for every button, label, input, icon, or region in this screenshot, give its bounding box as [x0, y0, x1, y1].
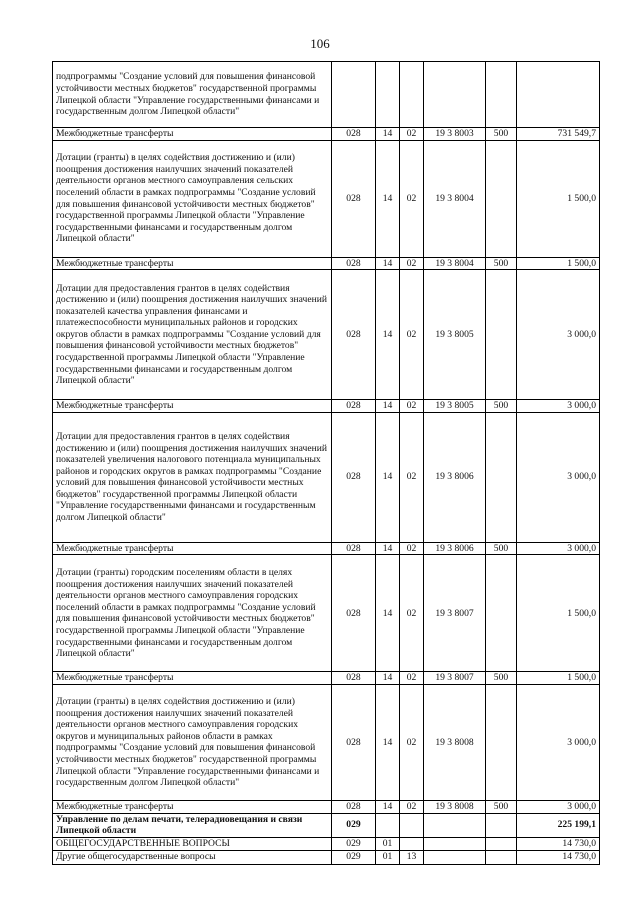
- cell-gr: 028: [332, 128, 376, 141]
- cell-gr: 028: [332, 542, 376, 555]
- cell-rz: 14: [376, 128, 400, 141]
- table-row: [53, 555, 600, 672]
- cell-pr: 02: [400, 684, 424, 800]
- cell-pr: 02: [400, 555, 424, 672]
- cell-gr: 028: [332, 140, 376, 257]
- cell-sum: 14 730,0: [517, 837, 600, 850]
- table-row: [53, 684, 600, 800]
- cell-pr: 02: [400, 257, 424, 270]
- cell-vr: 500: [486, 542, 517, 555]
- page-number: 106: [310, 36, 330, 51]
- cell-sum: 3 000,0: [517, 542, 600, 555]
- cell-name: Другие общегосударственные вопросы: [53, 850, 332, 864]
- cell-rz: 14: [376, 542, 400, 555]
- cell-gr: 029: [332, 813, 376, 837]
- cell-rz: 14: [376, 400, 400, 413]
- cell-gr: 028: [332, 672, 376, 685]
- cell-vr: [486, 684, 517, 800]
- cell-sum: [517, 62, 600, 128]
- cell-cs: 19 3 8008: [424, 800, 486, 813]
- cell-name: Дотации для предоставления грантов в целях содействия достижению и (или) поощрения достижения наилучших значений показателей качества управления финансами и платежеспособности муниципальных районов и городских округов области в рамках подпрограммы "Создание условий для повышения финансовой устойчивости местных бюджетов" государственной программы Липецкой области "Управление государственными финансами и государственным долгом Липецкой области": [53, 270, 332, 400]
- table-row: [53, 850, 600, 864]
- cell-pr: 02: [400, 412, 424, 542]
- cell-name: Межбюджетные трансферты: [53, 672, 332, 685]
- cell-cs: [424, 62, 486, 128]
- cell-vr: 500: [486, 400, 517, 413]
- cell-sum: 1 500,0: [517, 257, 600, 270]
- cell-sum: 1 500,0: [517, 555, 600, 672]
- cell-rz: 01: [376, 850, 400, 864]
- table-row: [53, 542, 600, 555]
- cell-sum: 3 000,0: [517, 270, 600, 400]
- cell-vr: [486, 412, 517, 542]
- cell-vr: [486, 813, 517, 837]
- table-row: [53, 140, 600, 257]
- cell-gr: 028: [332, 684, 376, 800]
- cell-rz: [376, 813, 400, 837]
- cell-sum: 225 199,1: [517, 813, 600, 837]
- cell-name: подпрограммы "Создание условий для повышения финансовой устойчивости местных бюджетов" государственной программы Липецкой области "Управление государственными финансами и государственным долгом Липецкой области": [53, 62, 332, 128]
- cell-pr: 02: [400, 542, 424, 555]
- cell-gr: 028: [332, 412, 376, 542]
- table-row: [53, 813, 600, 837]
- cell-name: Дотации для предоставления грантов в целях содействия достижению и (или) поощрения достижения наилучших значений показателей увеличения налогового потенциала муниципальных районов и городских округов в рамках подпрограммы "Создание условий для повышения финансовой устойчивости местных бюджетов" государственной программы Липецкой области "Управление государственными финансами и государственным долгом Липецкой области": [53, 412, 332, 542]
- cell-sum: 3 000,0: [517, 684, 600, 800]
- cell-rz: 14: [376, 257, 400, 270]
- cell-pr: 02: [400, 400, 424, 413]
- cell-pr: 13: [400, 850, 424, 864]
- cell-sum: 1 500,0: [517, 140, 600, 257]
- table-row: [53, 62, 600, 128]
- cell-gr: 028: [332, 257, 376, 270]
- cell-vr: 500: [486, 672, 517, 685]
- cell-name: Межбюджетные трансферты: [53, 800, 332, 813]
- cell-cs: 19 3 8007: [424, 555, 486, 672]
- cell-gr: 028: [332, 270, 376, 400]
- cell-vr: [486, 555, 517, 672]
- cell-vr: 500: [486, 800, 517, 813]
- cell-cs: 19 3 8007: [424, 672, 486, 685]
- cell-sum: 3 000,0: [517, 400, 600, 413]
- cell-cs: 19 3 8005: [424, 270, 486, 400]
- table-row: [53, 257, 600, 270]
- cell-sum: 1 500,0: [517, 672, 600, 685]
- cell-name: Дотации (гранты) городским поселениям области в целях поощрения достижения наилучших значений показателей деятельности органов местного самоуправления городских поселений области в рамках подпрограммы "Создание условий для повышения финансовой устойчивости местных бюджетов" государственной программы Липецкой области "Управление государственными финансами и государственным долгом Липецкой области": [53, 555, 332, 672]
- cell-cs: 19 3 8006: [424, 412, 486, 542]
- cell-cs: [424, 850, 486, 864]
- cell-pr: [400, 837, 424, 850]
- cell-name: Межбюджетные трансферты: [53, 400, 332, 413]
- table-row: [53, 672, 600, 685]
- cell-name: Дотации (гранты) в целях содействия достижению и (или) поощрения достижения наилучших значений показателей деятельности органов местного самоуправления сельских поселений области в рамках подпрограммы "Создание условий для повышения финансовой устойчивости местных бюджетов" государственной программы Липецкой области "Управление государственными финансами и государственным долгом Липецкой области": [53, 140, 332, 257]
- cell-vr: 500: [486, 257, 517, 270]
- cell-vr: [486, 140, 517, 257]
- cell-vr: [486, 270, 517, 400]
- cell-sum: 3 000,0: [517, 412, 600, 542]
- table-row: [53, 128, 600, 141]
- cell-rz: 01: [376, 837, 400, 850]
- table-row: [53, 270, 600, 400]
- cell-name: Дотации (гранты) в целях содействия достижению и (или) поощрения достижения наилучших значений показателей деятельности органов местного самоуправления городских округов и муниципальных районов области в рамках подпрограммы "Создание условий для повышения финансовой устойчивости местных бюджетов" государственной программы Липецкой области "Управление государственными финансами и государственным долгом Липецкой области": [53, 684, 332, 800]
- cell-pr: 02: [400, 270, 424, 400]
- cell-gr: 029: [332, 837, 376, 850]
- cell-cs: 19 3 8004: [424, 257, 486, 270]
- cell-pr: 02: [400, 140, 424, 257]
- cell-gr: 028: [332, 555, 376, 672]
- cell-sum: 731 549,7: [517, 128, 600, 141]
- cell-cs: 19 3 8008: [424, 684, 486, 800]
- cell-rz: 14: [376, 672, 400, 685]
- cell-vr: [486, 837, 517, 850]
- cell-gr: [332, 62, 376, 128]
- cell-rz: 14: [376, 140, 400, 257]
- cell-cs: 19 3 8003: [424, 128, 486, 141]
- cell-pr: 02: [400, 128, 424, 141]
- cell-vr: 500: [486, 128, 517, 141]
- table-row: [53, 400, 600, 413]
- cell-name: Межбюджетные трансферты: [53, 128, 332, 141]
- cell-cs: 19 3 8005: [424, 400, 486, 413]
- cell-vr: [486, 850, 517, 864]
- cell-cs: 19 3 8004: [424, 140, 486, 257]
- cell-pr: [400, 62, 424, 128]
- cell-name: Управление по делам печати, телерадиовещания и связи Липецкой области: [53, 813, 332, 837]
- cell-pr: 02: [400, 672, 424, 685]
- table-row: [53, 837, 600, 850]
- cell-name: Межбюджетные трансферты: [53, 257, 332, 270]
- cell-gr: 029: [332, 850, 376, 864]
- cell-cs: [424, 813, 486, 837]
- table-row: [53, 800, 600, 813]
- cell-rz: [376, 62, 400, 128]
- cell-cs: 19 3 8006: [424, 542, 486, 555]
- cell-pr: 02: [400, 800, 424, 813]
- cell-pr: [400, 813, 424, 837]
- cell-gr: 028: [332, 800, 376, 813]
- table-row: [53, 412, 600, 542]
- budget-table: [52, 61, 600, 865]
- cell-rz: 14: [376, 270, 400, 400]
- cell-name: ОБЩЕГОСУДАРСТВЕННЫЕ ВОПРОСЫ: [53, 837, 332, 850]
- cell-rz: 14: [376, 555, 400, 672]
- cell-gr: 028: [332, 400, 376, 413]
- cell-rz: 14: [376, 684, 400, 800]
- cell-rz: 14: [376, 800, 400, 813]
- cell-name: Межбюджетные трансферты: [53, 542, 332, 555]
- cell-rz: 14: [376, 412, 400, 542]
- cell-cs: [424, 837, 486, 850]
- cell-vr: [486, 62, 517, 128]
- cell-sum: 3 000,0: [517, 800, 600, 813]
- cell-sum: 14 730,0: [517, 850, 600, 864]
